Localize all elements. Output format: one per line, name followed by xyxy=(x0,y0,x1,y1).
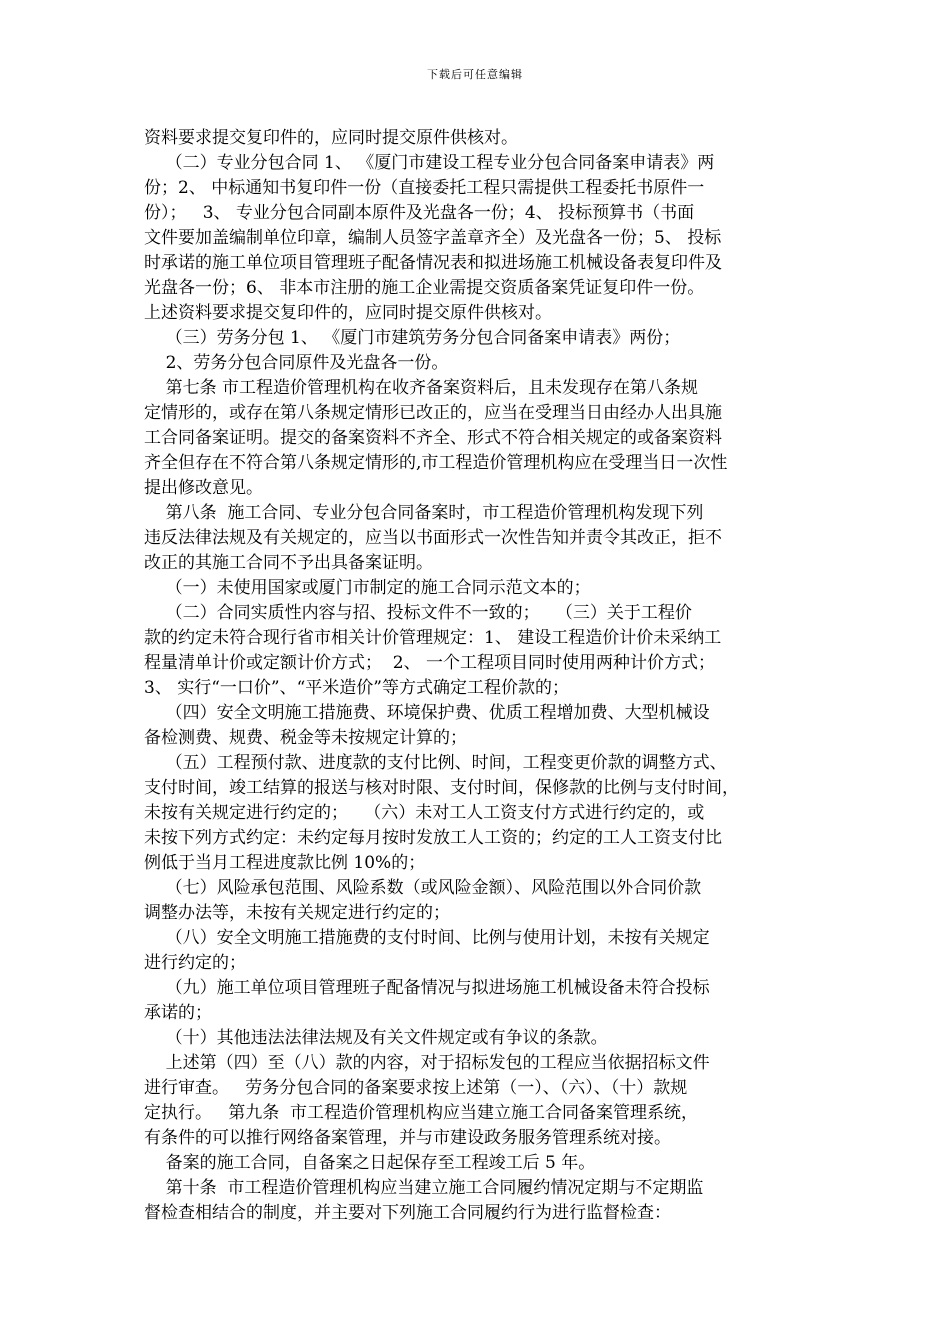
text-line: 时承诺的施工单位项目管理班子配备情况表和拟进场施工机械设备表复印件及 xyxy=(144,253,722,273)
text-line: 承诺的； xyxy=(144,1003,212,1023)
text-line: 例低于当月工程进度款比例 10%的； xyxy=(144,853,426,873)
text-line: 上述第（四）至（八）款的内容，对于招标发包的工程应当依据招标文件 xyxy=(144,1053,710,1073)
text-line: 备检测费、规费、税金等未按规定计算的； xyxy=(144,728,467,748)
text-line: 定执行。 第九条 市工程造价管理机构应当建立施工合同备案管理系统， xyxy=(144,1103,699,1123)
text-line: （七）风险承包范围、风险系数（或风险金额）、风险范围以外合同价款 xyxy=(144,878,702,898)
text-line: 未按下列方式约定：未约定每月按时发放工人工资的；约定的工人工资支付比 xyxy=(144,828,722,848)
text-line: 工合同备案证明。提交的备案资料不齐全、形式不符合相关规定的或备案资料 xyxy=(144,428,722,448)
text-line: 资料要求提交复印件的，应同时提交原件供核对。 xyxy=(144,128,518,148)
text-line: （十）其他违法法律法规及有关文件规定或有争议的条款。 xyxy=(144,1028,608,1048)
text-line: 督检查相结合的制度，并主要对下列施工合同履约行为进行监督检查： xyxy=(144,1203,671,1223)
text-line: （九）施工单位项目管理班子配备情况与拟进场施工机械设备未符合投标 xyxy=(144,978,710,998)
text-line: 违反法律法规及有关规定的，应当以书面形式一次性告知并责令其改正，拒不 xyxy=(144,528,722,548)
text-line: 3、 实行“一口价”、“平米造价”等方式确定工程价款的； xyxy=(144,678,569,698)
text-line: 齐全但存在不符合第八条规定情形的,市工程造价管理机构应在受理当日一次性 xyxy=(144,453,728,473)
text-line: （四）安全文明施工措施费、环境保护费、优质工程增加费、大型机械设 xyxy=(144,703,710,723)
text-line: 文件要加盖编制单位印章，编制人员签字盖章齐全）及光盘各一份；5、 投标 xyxy=(144,228,722,248)
text-line: （八）安全文明施工措施费的支付时间、比例与使用计划，未按有关规定 xyxy=(144,928,710,948)
text-line: 2、劳务分包合同原件及光盘各一份。 xyxy=(144,353,449,373)
text-line: 第七条 市工程造价管理机构在收齐备案资料后，且未发现存在第八条规 xyxy=(144,378,699,398)
text-line: 第十条 市工程造价管理机构应当建立施工合同履约情况定期与不定期监 xyxy=(144,1178,704,1198)
text-line: 未按有关规定进行约定的； （六）未对工人工资支付方式进行约定的，或 xyxy=(144,803,705,823)
page-header: 下载后可任意编辑 xyxy=(427,68,523,81)
text-line: 份；2、 中标通知书复印件一份（直接委托工程只需提供工程委托书原件一 xyxy=(144,178,705,198)
text-line: （一）未使用国家或厦门市制定的施工合同示范文本的； xyxy=(144,578,591,598)
text-line: （二）专业分包合同 1、 《厦门市建设工程专业分包合同备案申请表》两 xyxy=(144,153,715,173)
text-line: （三）劳务分包 1、 《厦门市建筑劳务分包合同备案申请表》两份； xyxy=(144,328,681,348)
text-line: （二）合同实质性内容与招、投标文件不一致的； （三）关于工程价 xyxy=(144,603,692,623)
text-line: 上述资料要求提交复印件的，应同时提交原件供核对。 xyxy=(144,303,552,323)
text-line: 支付时间，竣工结算的报送与核对时限、支付时间，保修款的比例与支付时间， xyxy=(144,778,739,798)
text-line: 改正的其施工合同不予出具备案证明。 xyxy=(144,553,433,573)
text-line: 程量清单计价或定额计价方式； 2、 一个工程项目同时使用两种计价方式； xyxy=(144,653,716,673)
text-line: 进行审查。 劳务分包合同的备案要求按上述第（一）、（六）、（十）款规 xyxy=(144,1078,688,1098)
text-line: 进行约定的； xyxy=(144,953,246,973)
text-line: 调整办法等，未按有关规定进行约定的； xyxy=(144,903,450,923)
text-line: （五）工程预付款、进度款的支付比例、时间，工程变更价款的调整方式、 xyxy=(144,753,727,773)
document-body xyxy=(144,126,812,1226)
text-line: 提出修改意见。 xyxy=(144,478,263,498)
text-line: 定情形的，或存在第八条规定情形已改正的，应当在受理当日由经办人出具施 xyxy=(144,403,722,423)
text-line: 备案的施工合同，自备案之日起保存至工程竣工后 5 年。 xyxy=(144,1153,596,1173)
text-line: 份）； 3、 专业分包合同副本原件及光盘各一份；4、 投标预算书（书面 xyxy=(144,203,695,223)
text-line: 有条件的可以推行网络备案管理，并与市建设政务服务管理系统对接。 xyxy=(144,1128,671,1148)
text-line: 光盘各一份；6、 非本市注册的施工企业需提交资质备案凭证复印件一份。 xyxy=(144,278,705,298)
text-line: 款的约定未符合现行省市相关计价管理规定：1、 建设工程造价计价未采纳工 xyxy=(144,628,722,648)
text-line: 第八条 施工合同、专业分包合同备案时，市工程造价管理机构发现下列 xyxy=(144,503,704,523)
